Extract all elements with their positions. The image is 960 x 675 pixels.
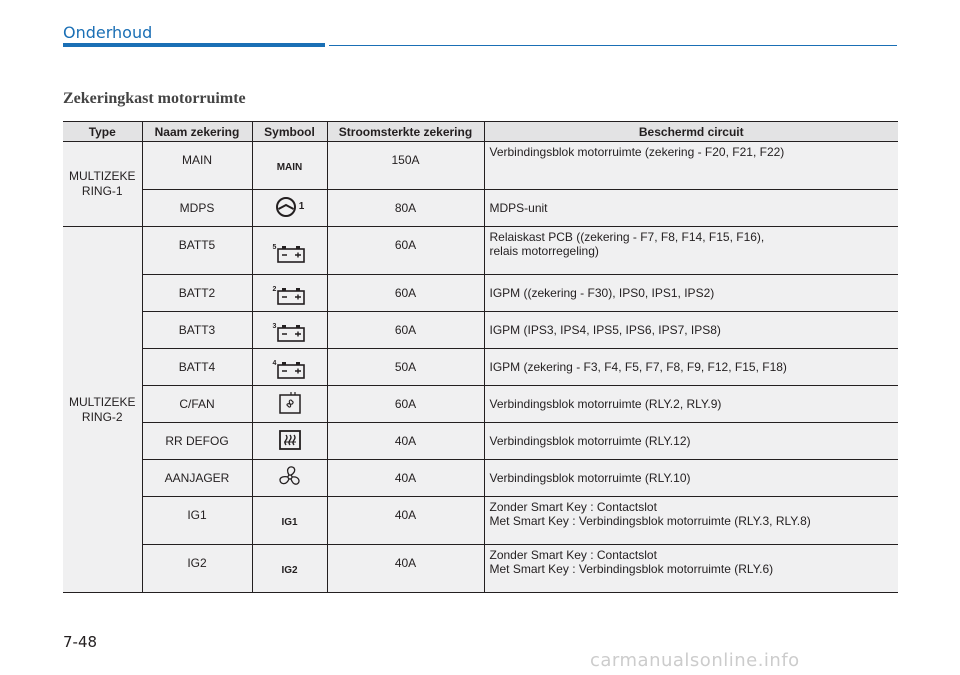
circuit-cell <box>484 423 898 460</box>
circuit-line: IGPM ((zekering - F30), IPS0, IPS1, IPS2) <box>489 286 715 300</box>
table-row <box>63 497 898 545</box>
col-header-name: Naam zekering <box>142 122 252 142</box>
type-line: RING-2 <box>81 409 123 424</box>
type-line: MULTIZEKE <box>69 394 136 409</box>
table-row <box>63 312 898 349</box>
fuse-amperage: 40A <box>327 423 484 460</box>
col-header-symbol: Symbool <box>252 122 327 142</box>
table-row <box>63 386 898 423</box>
blower-icon <box>277 464 303 490</box>
fuse-name: MDPS <box>142 190 252 227</box>
circuit-line: Relaiskast PCB ((zekering - F7, F8, F14, F15, F16), <box>489 230 765 244</box>
symbol-cell <box>252 190 327 227</box>
fuse-amperage: 50A <box>327 349 484 386</box>
circuit-line: IGPM (zekering - F3, F4, F5, F7, F8, F9, F12, F15, F18) <box>489 360 787 374</box>
type-cell <box>63 227 142 593</box>
fuse-name: BATT4 <box>142 349 252 386</box>
symbol-cell <box>252 460 327 497</box>
type-line: MULTIZEKE <box>69 169 136 183</box>
circuit-cell <box>484 460 898 497</box>
table-row <box>63 275 898 312</box>
type-line: RING-1 <box>81 184 123 198</box>
fuse-amperage: 60A <box>327 275 484 312</box>
symbol-text: IG1 <box>281 516 298 528</box>
table-row <box>63 423 898 460</box>
fuse-amperage: 150A <box>327 142 484 190</box>
symbol-cell <box>252 312 327 349</box>
fuse-name: BATT5 <box>142 227 252 275</box>
circuit-cell <box>484 312 898 349</box>
circuit-line: relais motorregeling) <box>489 244 599 258</box>
table-row <box>63 349 898 386</box>
symbol-cell <box>252 423 327 460</box>
symbol-cell <box>252 386 327 423</box>
symbol-cell <box>252 497 327 545</box>
fuse-amperage: 60A <box>327 312 484 349</box>
fuse-amperage: 40A <box>327 460 484 497</box>
circuit-line: Met Smart Key : Verbindingsblok motorruimte (RLY.3, RLY.8) <box>489 514 811 528</box>
circuit-line: Zonder Smart Key : Contactslot <box>489 500 657 514</box>
battery-icon <box>276 360 306 380</box>
circuit-cell <box>484 142 898 190</box>
circuit-cell <box>484 227 898 275</box>
circuit-line: Verbindingsblok motorruimte (zekering - F20, F21, F22) <box>489 145 785 159</box>
fuse-name: IG2 <box>142 545 252 593</box>
symbol-cell <box>252 545 327 593</box>
header-rule-thin <box>329 45 897 46</box>
circuit-cell <box>484 349 898 386</box>
fuse-name: IG1 <box>142 497 252 545</box>
col-header-amperage: Stroomsterkte zekering <box>327 122 484 142</box>
circuit-line: MDPS-unit <box>489 201 548 215</box>
symbol-cell <box>252 275 327 312</box>
symbol-cell <box>252 227 327 275</box>
symbol-number: 4 <box>272 360 277 367</box>
watermark: carmanualsonline.info <box>590 650 800 671</box>
table-row <box>63 227 898 275</box>
fuse-name: BATT2 <box>142 275 252 312</box>
symbol-number: 1 <box>298 201 305 212</box>
circuit-line: Zonder Smart Key : Contactslot <box>489 548 657 562</box>
fuse-name: C/FAN <box>142 386 252 423</box>
col-header-type: Type <box>63 122 142 142</box>
fuse-amperage: 60A <box>327 386 484 423</box>
fuse-amperage: 80A <box>327 190 484 227</box>
circuit-cell <box>484 190 898 227</box>
table-heading: Zekeringkast motorruimte <box>63 90 246 107</box>
circuit-line: Met Smart Key : Verbindingsblok motorruimte (RLY.6) <box>489 562 774 576</box>
circuit-line: Verbindingsblok motorruimte (RLY.12) <box>489 434 691 448</box>
fuse-amperage: 40A <box>327 545 484 593</box>
symbol-number: 2 <box>272 286 277 293</box>
circuit-cell <box>484 275 898 312</box>
fuse-name: AANJAGER <box>142 460 252 497</box>
fuse-table <box>63 121 898 593</box>
circuit-line: Verbindingsblok motorruimte (RLY.2, RLY.9) <box>489 397 722 411</box>
battery-icon <box>276 286 306 306</box>
symbol-number: 5 <box>272 243 277 251</box>
table-row <box>63 142 898 190</box>
table-header-row <box>63 122 898 142</box>
col-header-circuit: Beschermd circuit <box>484 122 898 142</box>
cooling-fan-icon <box>278 391 302 415</box>
symbol-text: MAIN <box>276 161 303 173</box>
header-rule-thick <box>63 43 325 47</box>
section-title: Onderhoud <box>63 23 153 42</box>
symbol-cell <box>252 349 327 386</box>
circuit-line: Verbindingsblok motorruimte (RLY.10) <box>489 471 691 485</box>
page-number: 7-48 <box>63 633 98 651</box>
circuit-cell <box>484 497 898 545</box>
rear-defog-icon <box>278 429 302 451</box>
table-row <box>63 460 898 497</box>
battery-icon <box>276 244 306 264</box>
symbol-number: 3 <box>272 323 277 330</box>
circuit-line: IGPM (IPS3, IPS4, IPS5, IPS6, IPS7, IPS8) <box>489 323 721 337</box>
fuse-name: RR DEFOG <box>142 423 252 460</box>
steering-wheel-icon <box>275 196 297 218</box>
fuse-name: BATT3 <box>142 312 252 349</box>
table-row <box>63 190 898 227</box>
fuse-name: MAIN <box>142 142 252 190</box>
table-row <box>63 545 898 593</box>
symbol-cell <box>252 142 327 190</box>
fuse-amperage: 40A <box>327 497 484 545</box>
circuit-cell <box>484 386 898 423</box>
circuit-cell <box>484 545 898 593</box>
symbol-text: IG2 <box>281 564 298 576</box>
battery-icon <box>276 323 306 343</box>
fuse-amperage: 60A <box>327 227 484 275</box>
type-cell <box>63 142 142 227</box>
